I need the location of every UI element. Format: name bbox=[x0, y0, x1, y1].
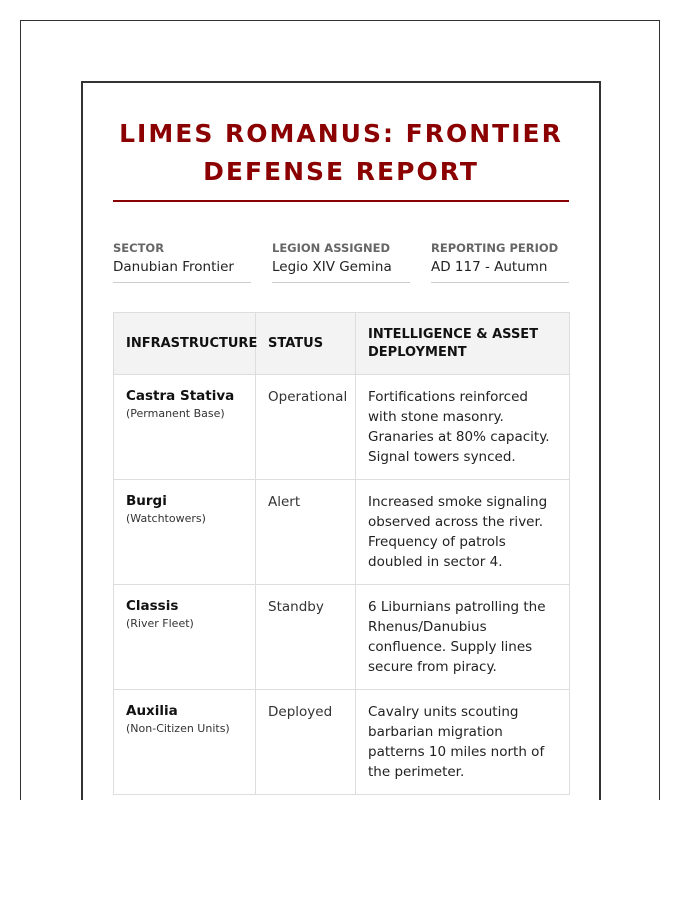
status-cell: Operational bbox=[256, 375, 356, 480]
title-divider bbox=[113, 200, 569, 202]
status-cell: Deployed bbox=[256, 690, 356, 795]
table-row bbox=[114, 480, 570, 585]
infrastructure-subtitle: (River Fleet) bbox=[126, 617, 194, 630]
infrastructure-name: Burgi bbox=[126, 493, 167, 509]
status-cell: Alert bbox=[256, 480, 356, 585]
meta-legion-label: LEGION ASSIGNED bbox=[272, 241, 390, 255]
meta-sector-label: SECTOR bbox=[113, 241, 165, 255]
table-row bbox=[114, 375, 570, 480]
meta-period bbox=[431, 240, 569, 283]
infrastructure-subtitle: (Watchtowers) bbox=[126, 512, 206, 525]
status-cell: Standby bbox=[256, 585, 356, 690]
infrastructure-name: Classis bbox=[126, 598, 179, 614]
infrastructure-cell bbox=[114, 480, 256, 585]
infrastructure-name: Auxilia bbox=[126, 703, 178, 719]
infrastructure-table bbox=[113, 312, 570, 795]
meta-legion bbox=[272, 240, 410, 283]
meta-period-value: AD 117 - Autumn bbox=[431, 259, 548, 275]
meta-legion-value: Legio XIV Gemina bbox=[272, 259, 392, 275]
meta-sector bbox=[113, 240, 251, 283]
report-document bbox=[81, 81, 601, 800]
infrastructure-subtitle: (Permanent Base) bbox=[126, 407, 225, 420]
table-row bbox=[114, 690, 570, 795]
intelligence-cell: Cavalry units scouting barbarian migration patterns 10 miles north of the perimeter. bbox=[356, 690, 570, 795]
column-header-intelligence: INTELLIGENCE & ASSET DEPLOYMENT bbox=[356, 313, 570, 375]
meta-sector-value: Danubian Frontier bbox=[113, 259, 234, 275]
infrastructure-cell bbox=[114, 585, 256, 690]
report-title: LIMES ROMANUS: FRONTIER DEFENSE REPORT bbox=[119, 119, 563, 186]
table-row bbox=[114, 585, 570, 690]
intelligence-cell: Fortifications reinforced with stone masonry. Granaries at 80% capacity. Signal towers synced. bbox=[356, 375, 570, 480]
infrastructure-name: Castra Stativa bbox=[126, 388, 235, 404]
infrastructure-subtitle: (Non-Citizen Units) bbox=[126, 722, 230, 735]
meta-period-label: REPORTING PERIOD bbox=[431, 241, 559, 255]
column-header-infrastructure: INFRASTRUCTURE bbox=[114, 313, 256, 375]
infrastructure-cell bbox=[114, 690, 256, 795]
infrastructure-cell bbox=[114, 375, 256, 480]
table-header-row bbox=[114, 313, 570, 375]
intelligence-cell: 6 Liburnians patrolling the Rhenus/Danubius confluence. Supply lines secure from piracy. bbox=[356, 585, 570, 690]
intelligence-cell: Increased smoke signaling observed across the river. Frequency of patrols doubled in sector 4. bbox=[356, 480, 570, 585]
column-header-status: STATUS bbox=[256, 313, 356, 375]
